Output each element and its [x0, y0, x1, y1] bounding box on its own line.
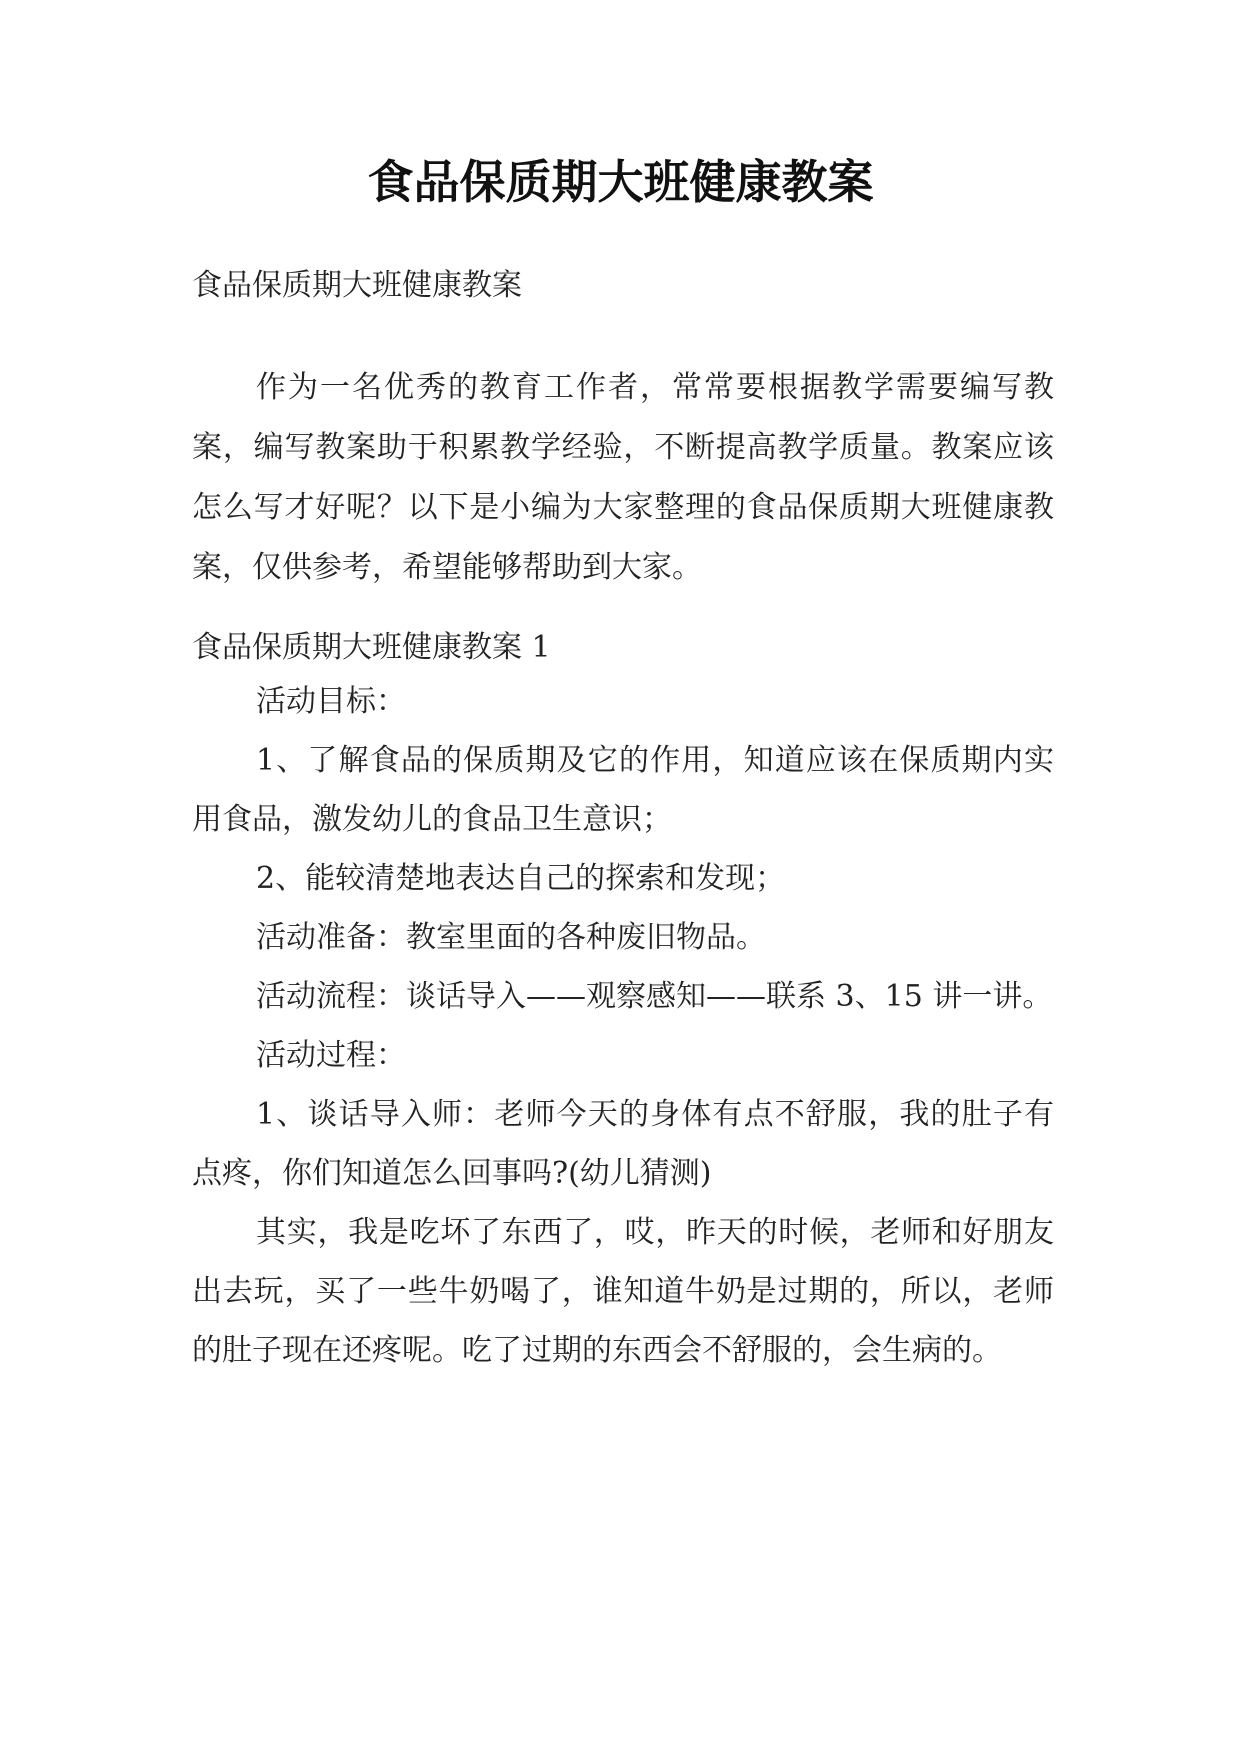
- paragraph-step-1: 1、谈话导入师：老师今天的身体有点不舒服，我的肚子有点疼，你们知道怎么回事吗?(幼儿猜测): [192, 1097, 1054, 1191]
- section-body: [192, 672, 1054, 1380]
- document-subtitle: 食品保质期大班健康教案: [192, 268, 522, 303]
- paragraph-process: 活动过程：: [256, 1038, 406, 1073]
- paragraph-flow: 活动流程：谈话导入——观察感知——联系 3、15 讲一讲。: [256, 979, 1053, 1014]
- section-heading: 食品保质期大班健康教案 1: [192, 630, 551, 665]
- intro-paragraph: 作为一名优秀的教育工作者，常常要根据教学需要编写教案，编写教案助于积累教学经验，不断提高教学质量。教案应该怎么写才好呢？以下是小编为大家整理的食品保质期大班健康教案，仅供参考，希望能够帮助到大家。: [192, 370, 1054, 585]
- paragraph-activity-goal: 活动目标：: [256, 684, 406, 719]
- paragraph-goal-2: 2、能较清楚地表达自己的探索和发现；: [256, 861, 786, 896]
- paragraph-goal-1: 1、了解食品的保质期及它的作用，知道应该在保质期内实用食品，激发幼儿的食品卫生意识；: [192, 743, 1054, 837]
- paragraph-preparation: 活动准备：教室里面的各种废旧物品。: [256, 920, 766, 955]
- paragraph-story: 其实，我是吃坏了东西了，哎，昨天的时候，老师和好朋友出去玩，买了一些牛奶喝了，谁知道牛奶是过期的，所以，老师的肚子现在还疼呢。吃了过期的东西会不舒服的，会生病的。: [192, 1215, 1054, 1368]
- document-title: 食品保质期大班健康教案: [367, 155, 874, 209]
